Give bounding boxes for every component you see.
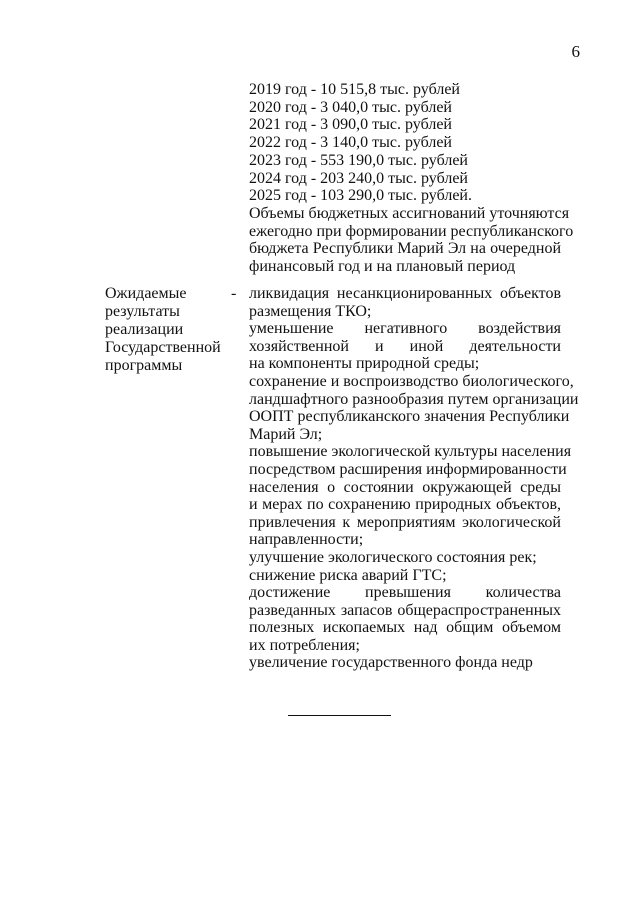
result-line: полезных ископаемых над общим объемом [249, 619, 561, 637]
page-number: 6 [571, 42, 580, 61]
result-line: и мерах по сохранению природных объектов, [249, 496, 561, 514]
result-line: населения о состоянии окружающей среды [249, 478, 561, 496]
result-line: направленности; [249, 531, 364, 549]
funding-note-line: Объемы бюджетных ассигнований уточняются [249, 204, 570, 222]
result-line: увеличение государственного фонда недр [249, 654, 533, 672]
expected-results-list [249, 285, 579, 672]
closing-rule [288, 715, 391, 716]
result-line: уменьшение негативного воздействия [249, 320, 561, 338]
result-line: ООПТ республиканского значения Республики [249, 408, 570, 426]
funding-year-line: 2022 год - 3 140,0 тыс. рублей [249, 134, 452, 152]
funding-note-line: финансовый год и на плановый период [249, 258, 516, 276]
label-line: результаты [105, 303, 180, 320]
label-line: реализации [105, 321, 184, 338]
result-line: улучшение экологического состояния рек; [249, 548, 537, 566]
label-line: Ожидаемые [105, 285, 187, 302]
funding-note-line: ежегодно при формировании республиканского [249, 222, 574, 240]
funding-block [249, 81, 574, 276]
funding-year-line: 2020 год - 3 040,0 тыс. рублей [249, 98, 452, 116]
result-line: Марий Эл; [249, 425, 323, 443]
expected-results-label [105, 285, 230, 375]
result-line: ликвидация несанкционированных объектов [249, 285, 561, 302]
funding-note [249, 204, 574, 276]
result-line: размещения ТКО; [249, 302, 372, 320]
result-line: повышение экологической культуры населения [249, 443, 572, 461]
result-line: привлечения к мероприятиям экологической [249, 513, 561, 531]
result-line: сохранение и воспроизводство биологического, [249, 372, 574, 390]
label-line: программы [105, 357, 183, 374]
label-dash: - [231, 285, 237, 302]
funding-year-line: 2024 год - 203 240,0 тыс. рублей [249, 169, 468, 187]
funding-years-list [249, 81, 561, 205]
result-line: снижение риска аварий ГТС; [249, 566, 447, 584]
result-line: на компоненты природной среды; [249, 355, 480, 373]
result-line: достижение превышения количества [249, 584, 561, 602]
result-line: их потребления; [249, 636, 360, 654]
funding-year-line: 2023 год - 553 190,0 тыс. рублей [249, 151, 468, 169]
result-line: разведанных запасов общераспространенных [249, 601, 561, 619]
funding-year-line: 2019 год - 10 515,8 тыс. рублей [249, 81, 460, 98]
result-line: ландшафтного разнообразия путем организации [249, 390, 579, 408]
result-line: посредством расширения информированности [249, 460, 567, 478]
label-line: Государственной [105, 339, 221, 356]
result-line: хозяйственной и иной деятельности [249, 337, 561, 355]
funding-year-line: 2021 год - 3 090,0 тыс. рублей [249, 116, 452, 134]
funding-note-line: бюджета Республики Марий Эл на очередной [249, 240, 561, 258]
funding-year-line: 2025 год - 103 290,0 тыс. рублей. [249, 187, 472, 205]
